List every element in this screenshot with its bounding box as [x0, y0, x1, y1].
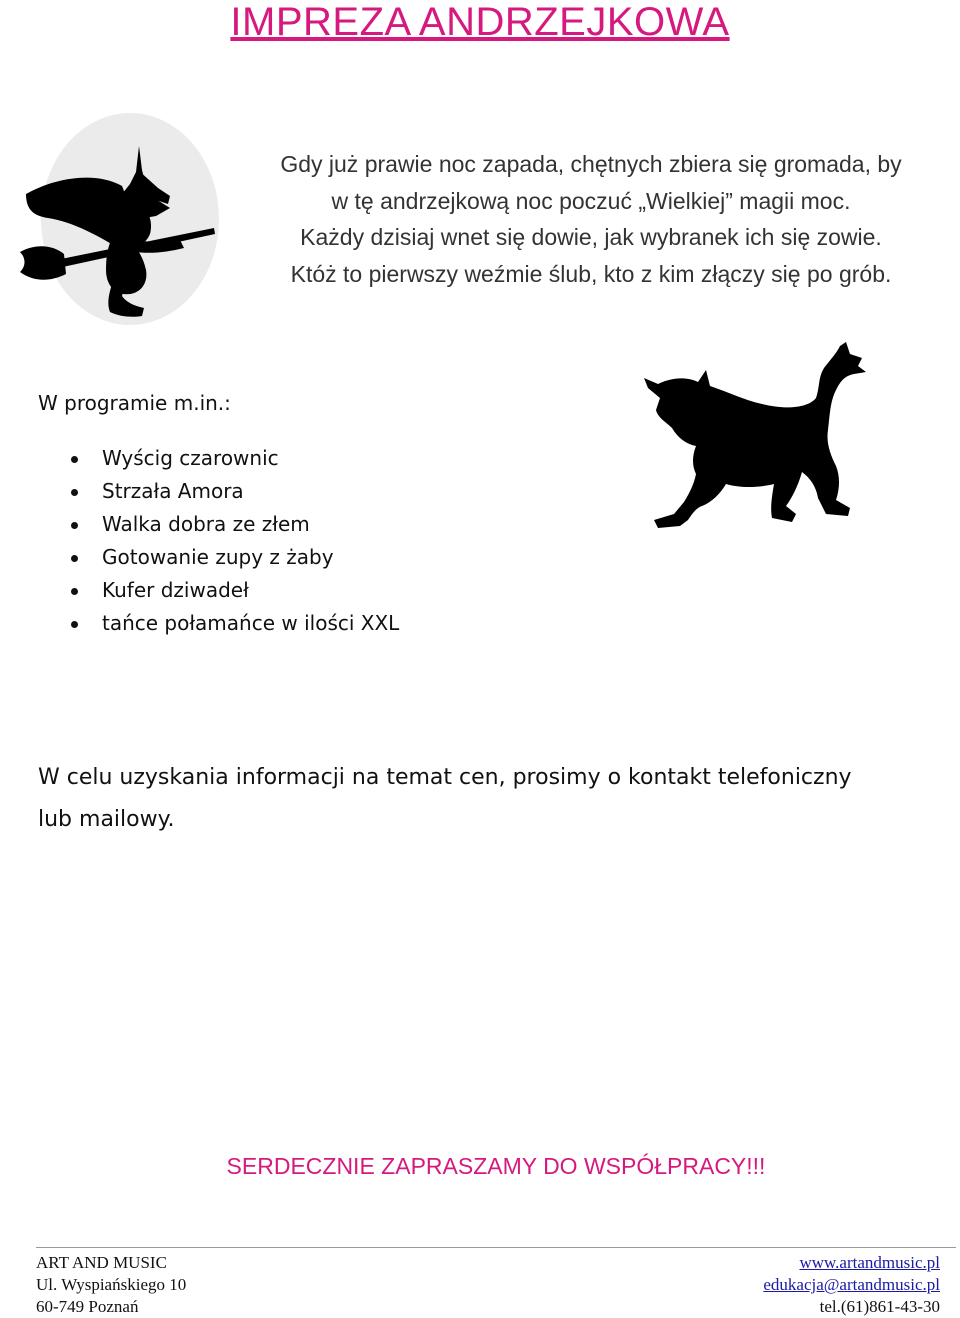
witch-on-broom-moon-icon — [18, 112, 220, 326]
list-item-label: Walka dobra ze złem — [102, 512, 310, 536]
contact-note-line: lub mailowy. — [38, 807, 175, 832]
footer-contact — [763, 1252, 940, 1318]
bullet-icon — [71, 456, 78, 463]
list-item-label: Wyścig czarownic — [102, 446, 279, 470]
list-item — [0, 541, 399, 574]
list-item-label: tańce połamańce w ilości XXL — [102, 611, 400, 635]
phone-number: tel.(61)861-43-30 — [819, 1297, 940, 1316]
bullet-icon — [71, 555, 78, 562]
company-name: ART AND MUSIC — [36, 1253, 167, 1272]
list-item-label: Gotowanie zupy z żaby — [102, 545, 334, 569]
poem-line: Gdy już prawie noc zapada, chętnych zbiera się gromada, by — [280, 151, 902, 177]
bullet-icon — [71, 522, 78, 529]
list-item — [0, 475, 399, 508]
list-item-label: Strzała Amora — [102, 479, 244, 503]
poem-line: Któż to pierwszy weźmie ślub, kto z kim złączy się po grób. — [290, 260, 892, 287]
street-address: Ul. Wyspiańskiego 10 — [36, 1275, 187, 1294]
list-item — [0, 607, 399, 640]
bullet-icon — [71, 489, 78, 496]
list-item — [0, 442, 399, 475]
list-item — [0, 574, 399, 607]
program-heading: W programie m.in.: — [38, 391, 231, 415]
invite-banner: SERDECZNIE ZAPRASZAMY DO WSPÓŁPRACY!!! — [226, 1153, 766, 1179]
website-link[interactable]: www.artandmusic.pl — [799, 1253, 940, 1272]
bullet-icon — [71, 621, 78, 628]
email-link[interactable]: edukacja@artandmusic.pl — [763, 1275, 940, 1294]
program-list — [0, 442, 399, 640]
poem — [222, 146, 960, 292]
footer-divider — [36, 1247, 956, 1248]
contact-note-line: W celu uzyskania informacji na temat cen, prosimy o kontakt telefoniczny — [38, 765, 852, 790]
poem-line: w tę andrzejkową noc poczuć „Wielkiej” magii moc. — [331, 187, 851, 214]
contact-note — [38, 757, 938, 841]
bullet-icon — [71, 588, 78, 595]
black-cat-silhouette-icon — [640, 338, 872, 534]
poem-line: Każdy dzisiaj wnet się dowie, jak wybranek ich się zowie. — [300, 224, 882, 250]
list-item-label: Kufer dziwadeł — [102, 578, 249, 602]
footer-address — [36, 1252, 186, 1318]
list-item — [0, 508, 399, 541]
page-title: IMPREZA ANDRZEJKOWA — [230, 0, 730, 44]
city-address: 60-749 Poznań — [36, 1297, 139, 1316]
